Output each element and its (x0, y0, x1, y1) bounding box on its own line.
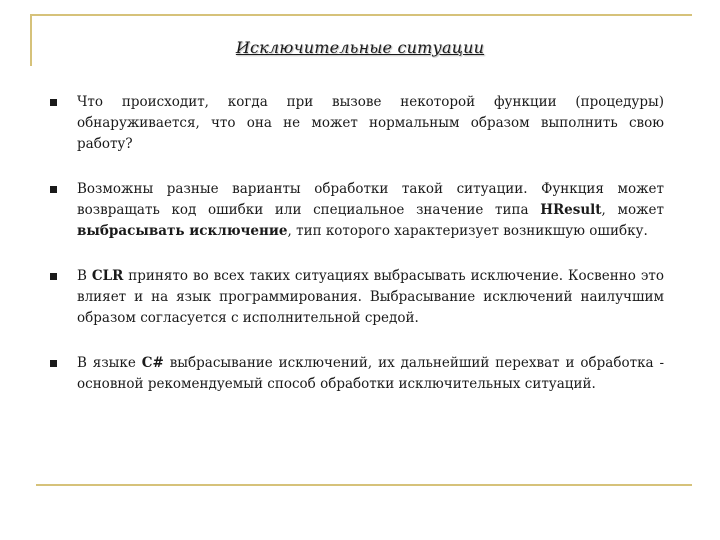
bullet-text: Возможны разные варианты обработки такой ситуации. Функция может возвращать код ошибки или специальное значение типа (77, 181, 664, 218)
bullet-bold-text: HResult (540, 202, 602, 218)
bullet-item (44, 266, 664, 329)
bullet-text: В языке (77, 355, 142, 371)
square-bullet-icon (50, 186, 57, 193)
decorative-bottom-line (36, 484, 692, 486)
bullet-item (44, 92, 664, 155)
square-bullet-icon (50, 273, 57, 280)
bullet-bold-text: выбрасывать исключение (77, 223, 288, 239)
bullet-list (44, 92, 664, 419)
bullet-bold-text: CLR (91, 268, 124, 284)
bullet-text: принято во всех таких ситуациях выбрасывать исключение. Косвенно это влияет и на язык программирования. Выбрасывание исключений наилучшим образом согласуется с исполнительной средой. (77, 268, 664, 326)
bullet-item (44, 179, 664, 242)
square-bullet-icon (50, 99, 57, 106)
bullet-text: выбрасывание исключений, их дальнейший перехват и обработка - основной рекомендуемый способ обработки исключительных ситуаций. (77, 355, 665, 392)
bullet-text: Что происходит, когда при вызове некоторой функции (процедуры) обнаруживается, что она не может нормальным образом выполнить свою работу? (77, 94, 664, 152)
square-bullet-icon (50, 360, 57, 367)
bullet-bold-text: C# (141, 355, 164, 371)
bullet-text: , тип которого характеризует возникшую ошибку. (287, 223, 648, 239)
bullet-text: В (77, 268, 92, 284)
bullet-text: , может (601, 202, 664, 218)
slide-title: Исключительные ситуации (235, 38, 485, 57)
decorative-top-line (30, 14, 692, 16)
bullet-item (44, 353, 664, 395)
